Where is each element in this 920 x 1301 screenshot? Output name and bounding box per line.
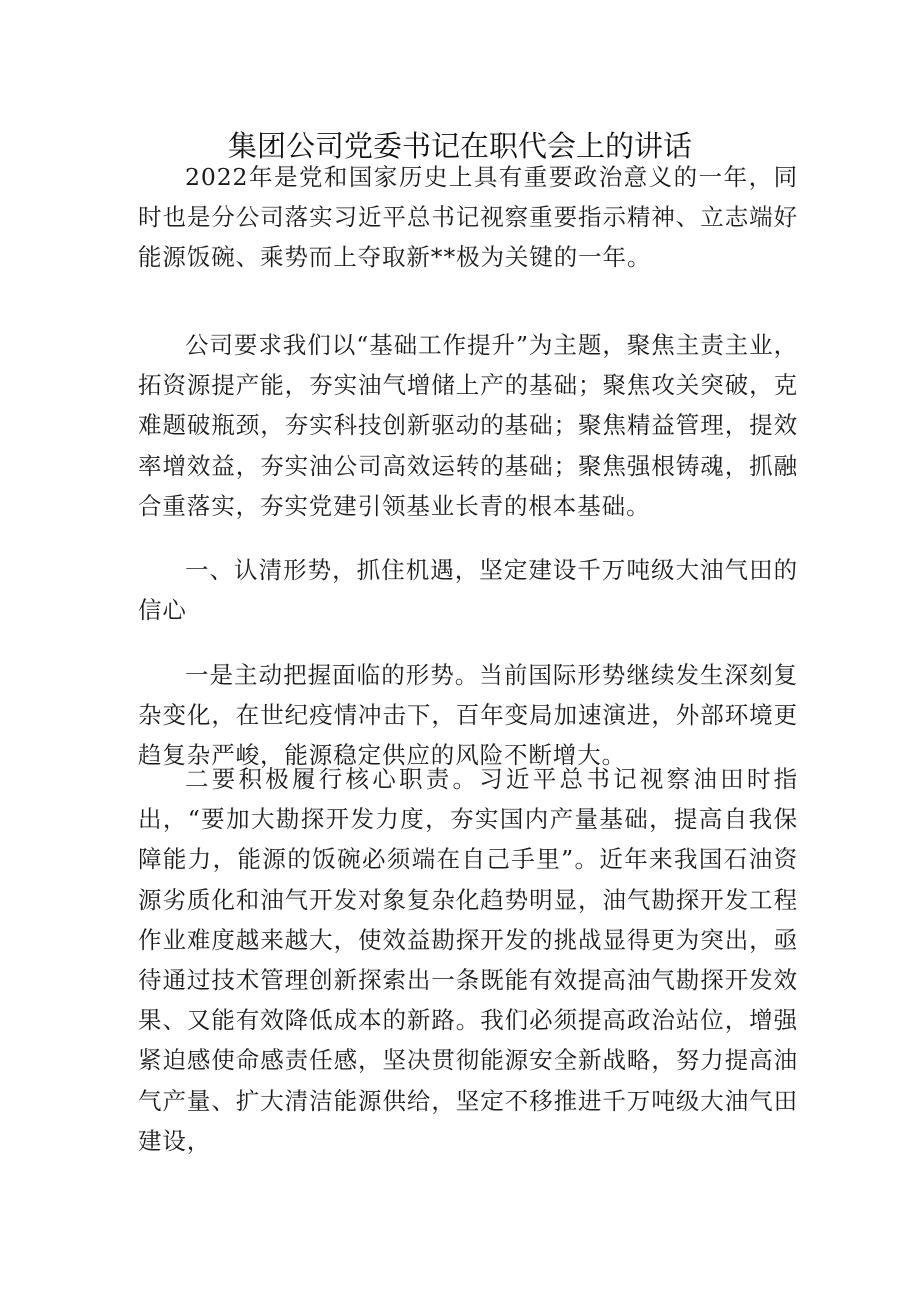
paragraph-intro: 2022年是党和国家历史上具有重要政治意义的一年，同时也是分公司落实习近平总书记视察重要指示精神、立志端好能源饭碗、乘势而上夺取新**极为关键的一年。 [138,163,798,272]
paragraph-situation: 一是主动把握面临的形势。当前国际形势继续发生深刻复杂变化，在世纪疫情冲击下，百年变局加速演进，外部环境更趋复杂严峻，能源稳定供应的风险不断增大。 [138,661,798,770]
document-title: 集团公司党委书记在职代会上的讲话 [227,129,692,163]
paragraph-core-duties: 二要积极履行核心职责。习近平总书记视察油田时指出，“要加大勘探开发力度，夯实国内产量基础，提高自我保障能力，能源的饭碗必须端在自己手里”。近年来我国石油资源劣质化和油气开发对象复杂化趋势明显，油气勘探开发工程作业难度越来越大，使效益勘探开发的挑战显得更为突出，亟待通过技术管理创新探索出一条既能有效提高油气勘探开发效果、又能有效降低成本的新路。我们必须提高政治站位，增强紧迫感使命感责任感，坚决贯彻能源安全新战略，努力提高油气产量、扩大清洁能源供给，坚定不移推进千万吨级大油气田建设， [138,765,798,1155]
paragraph-requirements: 公司要求我们以“基础工作提升”为主题，聚焦主责主业，拓资源提产能，夯实油气增储上产的基础；聚焦攻关突破，克难题破瓶颈，夯实科技创新驱动的基础；聚焦精益管理，提效率增效益，夯实油公司高效运转的基础；聚焦强根铸魂，抓融合重落实，夯实党建引领基业长青的根本基础。 [138,331,798,520]
section-heading-one: 一、认清形势，抓住机遇，坚定建设千万吨级大油气田的信心 [138,556,798,625]
